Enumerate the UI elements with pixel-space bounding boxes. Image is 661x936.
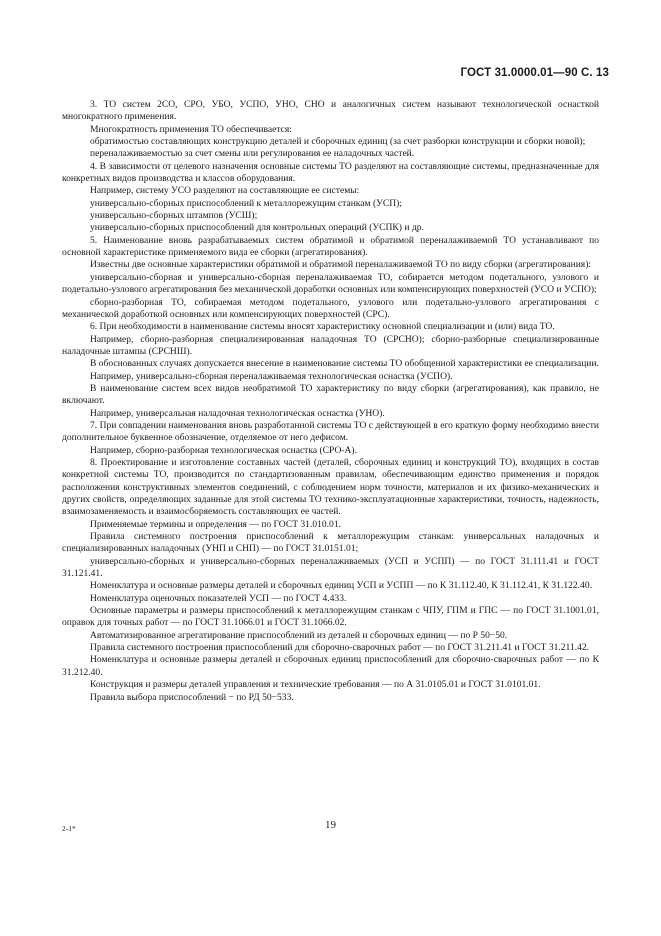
paragraph: универсально-сборная и универсально-сборная переналаживаемая ТО, собирается методом подетального, узлового и подетально-узлового агрегатирования без механической доработки основных или компенсирующих поверхностей (УСО и УСПО); xyxy=(62,271,599,296)
paragraph: Многократность применения ТО обеспечивается: xyxy=(90,123,292,135)
paragraph: Применяемые термины и определения — по ГОСТ 31.010.01. xyxy=(90,518,341,530)
paragraph: 6. При необходимости в наименование системы вносят характеристику основной специализации и (или) вида ТО. xyxy=(90,321,555,333)
paragraph: В наименование систем всех видов необратимой ТО характеристику по виду сборки (агрегатирования), как правило, не включают. xyxy=(62,382,599,407)
paragraph: Например, универсально-сборная переналаживаемая технологическая оснастка (УСПО). xyxy=(90,370,453,382)
paragraph: Например, сборно-разборная технологическая оснастка (СРО-А). xyxy=(90,444,357,456)
paragraph: Конструкция и размеры деталей управления и технические требования — по А 31.0105.01 и ГОСТ 31.0101.01. xyxy=(90,679,541,691)
paragraph: Например, систему УСО разделяют на составляющие ее системы: xyxy=(90,185,360,197)
paragraph: универсально-сборных приспособлений для контрольных операций (УСПК) и др. xyxy=(90,222,424,234)
paragraph: универсально-сборных и универсально-сборных переналаживаемых (УСП и УСПП) — по ГОСТ 31.111.41 и ГОСТ 31.121.41. xyxy=(62,555,599,580)
paragraph: 4. В зависимости от целевого назначения основные системы ТО разделяют на составляющие системы, предназначенные для конкретных видов производства и классов оборудования. xyxy=(62,160,599,185)
paragraph: универсально-сборных приспособлений к металлорежущим станкам (УСП); xyxy=(90,197,402,209)
paragraph: универсально-сборных штампов (УСШ); xyxy=(90,210,258,222)
paragraph: Основные параметры и размеры приспособлений к металлорежущим станкам с ЧПУ, ГПМ и ГПС — по ГОСТ 31.1001.01, оправок для точных работ — по ГОСТ 31.1066.01 и ГОСТ 31.1066.02. xyxy=(62,605,599,629)
paragraph: Например, сборно-разборная специализированная наладочная ТО (СРСНО); сборно-разборные специализированные наладочные штампы (СРСНШ). xyxy=(62,333,599,357)
paragraph: Правила системного построения приспособлений к металлорежущим станкам: универсальных наладочных и специализированных наладочных (УНП и СНП) — по ГОСТ 31.0151.01; xyxy=(62,531,599,555)
paragraph: Номенклатура оценочных показателей УСП — по ГОСТ 4.433. xyxy=(90,592,347,604)
paragraph: переналаживаемостью за счет смены или регулирования ее наладочных частей. xyxy=(90,148,415,160)
paragraph: Правила системного построения приспособлений для сборочно-сварочных работ — по ГОСТ 31.211.41 и ГОСТ 31.211.42. xyxy=(90,642,590,654)
document-body xyxy=(62,99,599,704)
paragraph: Например, универсальная наладочная технологическая оснастка (УНО). xyxy=(90,407,385,419)
paragraph: Номенклатура и основные размеры деталей и сборочных единиц УСП и УСПП — по К 31.112.40, К 31.112.41, К 31.122.40. xyxy=(90,580,592,592)
paragraph: 7. При совпадении наименования вновь разработанной системы ТО с действующей в его краткую форму необходимо внести дополнительное буквенное обозначение, отделяемое от него дефисом. xyxy=(62,419,599,444)
paragraph: В обоснованных случаях допускается внесение в наименование системы ТО обобщенной характеристики ее специализации. xyxy=(90,358,599,370)
paragraph: 8. Проектирование и изготовление составных частей (деталей, сборочных единиц и конструкций ТО), входящих в состав конкретной системы ТО, производится по стандартизованным правилам, обеспечивающим единство применения и порядок расположения конструктивных элементов соединений, с соблюдением норм точности, материалов и их физико-механических и других свойств, определяющих заданные для этой системы ТО технико-эксплуатационные характеристики, точность, надежность, взаимозаменяемость и взаимосборяемость составляющих ее частей. xyxy=(62,456,599,518)
paragraph: Известны две основные характеристики обратимой и обратимой переналаживаемой ТО по виду сборки (агрегатирования): xyxy=(90,259,592,271)
paragraph: сборно-разборная ТО, собираемая методом подетального, узлового или подетально-узлового агрегатирования с механической доработкой основных или компенсирующих поверхностей (СРС). xyxy=(62,296,599,320)
paragraph: Номенклатура и основные размеры деталей и сборочных единиц приспособлений для сборочно-сварочных работ — по К 31.212.40. xyxy=(62,654,599,678)
sheet-mark: 2-1* xyxy=(62,824,76,833)
paragraph: обратимостью составляющих конструкцию деталей и сборочных единиц (за счет разборки конструкции и сборки новой); xyxy=(90,136,586,148)
page-number: 19 xyxy=(325,819,336,831)
paragraph: 3. ТО систем 2СО, СРО, УБО, УСПО, УНО, СНО и аналогичных систем называют технологической оснасткой многократного применения. xyxy=(62,99,599,123)
paragraph: Автоматизированное агрегатирование приспособлений из деталей и сборочных единиц — по Р 50−50. xyxy=(90,629,508,641)
paragraph: 5. Наименование вновь разрабатываемых систем обратимой и обратимой переналаживаемой ТО устанавливают по основной характеристике применяемого вида ее сборки (агрегатирования). xyxy=(62,234,599,259)
page-header-title: ГОСТ 31.0000.01—90 С. 13 xyxy=(460,67,609,79)
paragraph: Правила выбора приспособлений − по РД 50−533. xyxy=(90,691,294,703)
